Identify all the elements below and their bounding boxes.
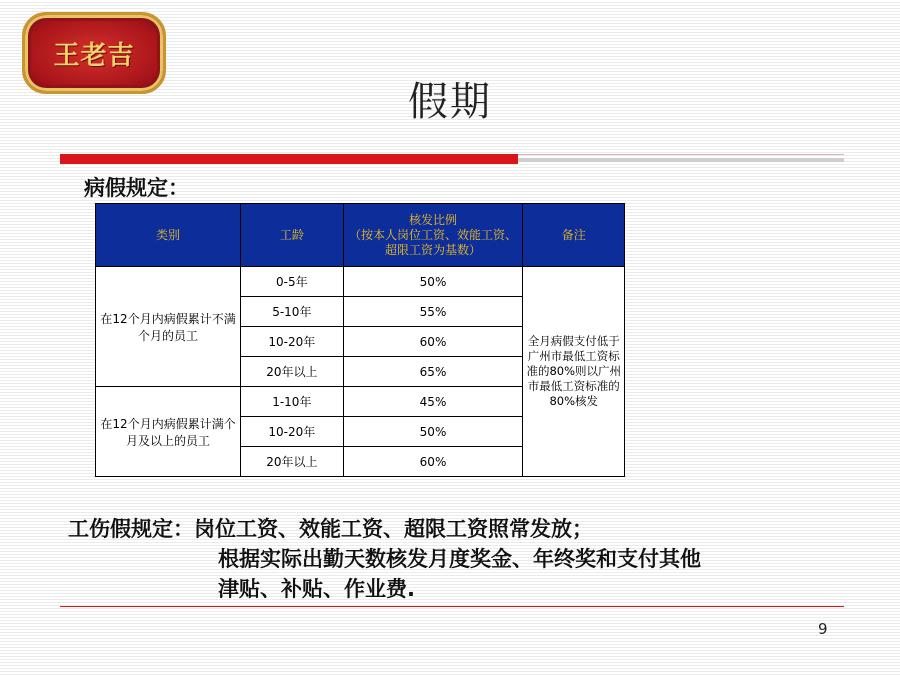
cell-ratio: 50% [343, 267, 523, 297]
cell-ratio: 45% [343, 387, 523, 417]
cell-ratio: 55% [343, 297, 523, 327]
cell-seniority: 20年以上 [241, 447, 343, 477]
group1-label: 在12个月内病假累计不满个月的员工 [96, 267, 241, 387]
cell-ratio: 50% [343, 417, 523, 447]
remarks-cell: 全月病假支付低于广州市最低工资标准的80%则以广州市最低工资标准的80%核发 [523, 267, 625, 477]
injury-leave-line3: 津贴、补贴、作业费. [218, 577, 415, 601]
footer-divider [60, 606, 844, 607]
cell-seniority: 5-10年 [241, 297, 343, 327]
title-divider-gray [518, 158, 844, 162]
header-remarks: 备注 [523, 204, 625, 267]
cell-ratio: 60% [343, 327, 523, 357]
cell-ratio: 60% [343, 447, 523, 477]
header-seniority: 工龄 [241, 204, 343, 267]
injury-leave-text [68, 514, 701, 604]
cell-seniority: 20年以上 [241, 357, 343, 387]
cell-ratio: 65% [343, 357, 523, 387]
injury-leave-line2: 根据实际出勤天数核发月度奖金、年终奖和支付其他 [218, 547, 701, 571]
logo-text: 王老吉 [53, 40, 135, 71]
header-ratio: 核发比例 （按本人岗位工资、效能工资、超限工资为基数） [343, 204, 523, 267]
title-divider-red [60, 154, 518, 164]
cell-seniority: 0-5年 [241, 267, 343, 297]
table-row [96, 267, 625, 297]
title-divider-line [518, 154, 844, 155]
slide-title: 假期 [408, 79, 492, 125]
header-category: 类别 [96, 204, 241, 267]
cell-seniority: 10-20年 [241, 417, 343, 447]
table-header-row [96, 204, 625, 267]
sick-leave-table [95, 203, 625, 477]
page-number: 9 [818, 620, 828, 638]
group2-label: 在12个月内病假累计满个月及以上的员工 [96, 387, 241, 477]
cell-seniority: 1-10年 [241, 387, 343, 417]
cell-seniority: 10-20年 [241, 327, 343, 357]
injury-leave-line1: 工伤假规定：岗位工资、效能工资、超限工资照常发放； [68, 517, 593, 541]
sick-leave-heading: 病假规定： [84, 176, 189, 200]
